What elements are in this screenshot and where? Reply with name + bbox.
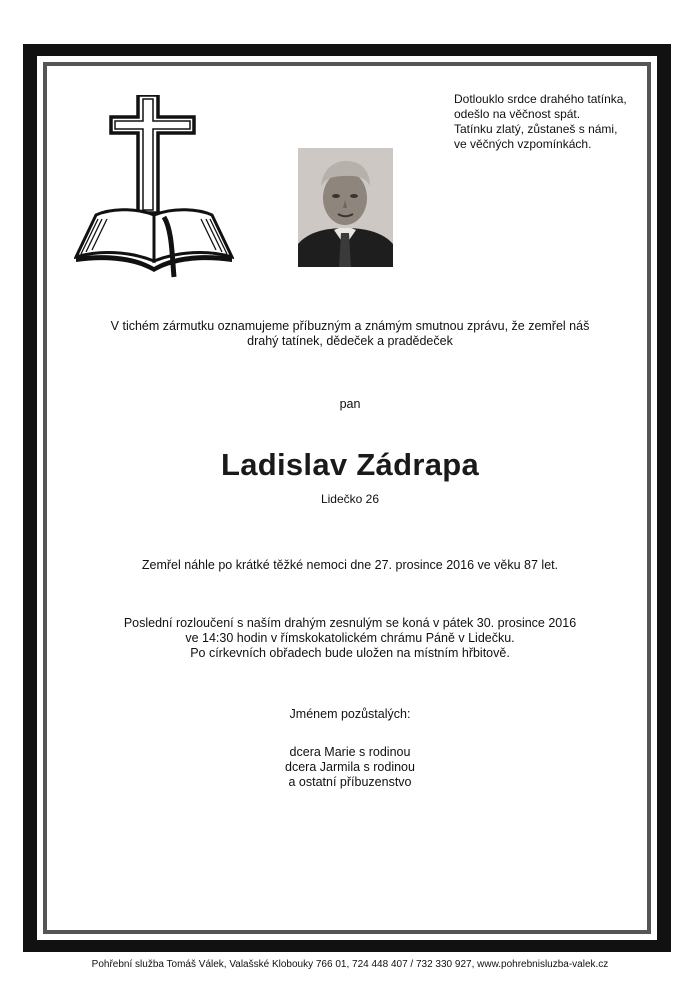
memorial-poem: Dotlouklo srdce drahého tatínka, odešlo na věčnost spát. Tatínku zlatý, zůstaneš s námi, ve věčných vzpomínkách. <box>454 92 627 151</box>
funeral-service-footer: Pohřební služba Tomáš Válek, Valašské Klobouky 766 01, 724 448 407 / 732 330 927, www.pohrebnisluzba-valek.cz <box>91 959 609 970</box>
open-bible-icon <box>76 210 232 277</box>
on-behalf-label: Jménem pozůstalých: <box>289 707 411 721</box>
deceased-address: Lidečko 26 <box>320 492 380 506</box>
cross-icon <box>111 95 194 213</box>
cross-and-bible-icon <box>74 95 234 280</box>
death-notice: Zemřel náhle po krátké těžké nemoci dne 27. prosince 2016 ve věku 87 let. <box>141 558 559 572</box>
honorific: pan <box>339 397 361 411</box>
deceased-name: Ladislav Zádrapa <box>220 447 480 482</box>
portrait-photo <box>298 148 393 267</box>
relatives-list: dcera Marie s rodinou dcera Jarmila s rodinou a ostatní příbuzenstvo <box>285 745 415 789</box>
announcement-text: V tichém zármutku oznamujeme příbuzným a známým smutnou zprávu, že zemřel náš drahý tatínek, dědeček a pradědeček <box>110 319 590 348</box>
funeral-details: Poslední rozloučení s naším drahým zesnulým se koná v pátek 30. prosince 2016 ve 14:30 hodin v římskokatolickém chrámu Páně v Lidečku. Po církevních obřadech bude uložen na místním hřbitově. <box>123 616 577 660</box>
